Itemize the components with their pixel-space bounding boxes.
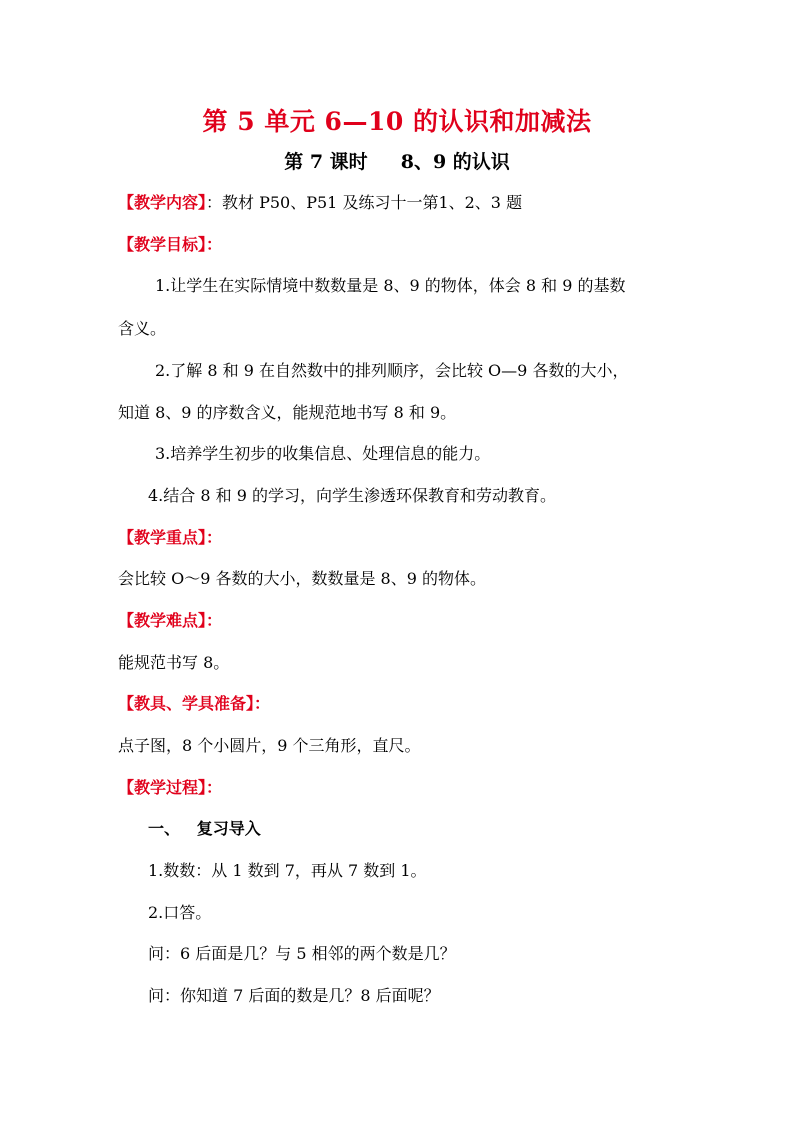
lesson-subtitle: 第 7 课时 8、9 的认识 <box>284 151 510 173</box>
objectives-heading-line <box>118 232 222 255</box>
content-text: ：教材 P50、P51 及练习十一第1、2、3 题 <box>206 193 523 212</box>
objective-2-line-1: 2.了解 8 和 9 在自然数中的排列顺序，会比较 O—9 各数的大小， <box>155 361 629 380</box>
content-line <box>118 190 522 213</box>
materials-text: 点子图，8 个小圆片，9 个三角形，直尺。 <box>118 736 421 755</box>
key-points-text: 会比较 O～9 各数的大小，数数量是 8、9 的物体。 <box>118 569 487 588</box>
content-heading: 【教学内容】 <box>118 193 207 212</box>
unit-title: 第 5 单元 6—10 的认识和加减法 <box>202 107 592 136</box>
difficulties-colon: ： <box>206 611 223 630</box>
difficulties-heading-line <box>118 608 222 631</box>
objectives-heading: 【教学目标】 <box>118 235 207 254</box>
process-step-2: 2.口答。 <box>148 903 212 922</box>
materials-colon: ： <box>254 694 271 713</box>
materials-heading: 【教具、学具准备】 <box>118 694 255 713</box>
process-heading-line <box>118 775 222 798</box>
difficulties-text: 能规范书写 8。 <box>118 653 230 672</box>
key-points-heading: 【教学重点】 <box>118 528 207 547</box>
objective-4: 4.结合 8 和 9 的学习，向学生渗透环保教育和劳动教育。 <box>148 486 556 505</box>
process-step-1: 1.数数：从 1 数到 7，再从 7 数到 1。 <box>148 861 427 880</box>
process-section-1: 一、 复习导入 <box>148 819 261 838</box>
materials-heading-line <box>118 691 270 714</box>
objective-2-line-2: 知道 8、9 的序数含义，能规范地书写 8 和 9。 <box>118 403 457 422</box>
objective-3: 3.培养学生初步的收集信息、处理信息的能力。 <box>155 444 491 463</box>
objective-1-line-1: 1.让学生在实际情境中数数量是 8、9 的物体，体会 8 和 9 的基数 <box>155 276 626 295</box>
process-question-1: 问：6 后面是几？与 5 相邻的两个数是几？ <box>148 944 456 963</box>
process-heading: 【教学过程】 <box>118 778 207 797</box>
difficulties-heading: 【教学难点】 <box>118 611 207 630</box>
key-points-colon: ： <box>206 528 223 547</box>
process-colon: ： <box>206 778 223 797</box>
key-points-heading-line <box>118 525 222 548</box>
objectives-colon: ： <box>206 235 223 254</box>
objective-1-line-2: 含义。 <box>118 319 167 338</box>
process-question-2: 问：你知道 7 后面的数是几？8 后面呢？ <box>148 986 440 1005</box>
